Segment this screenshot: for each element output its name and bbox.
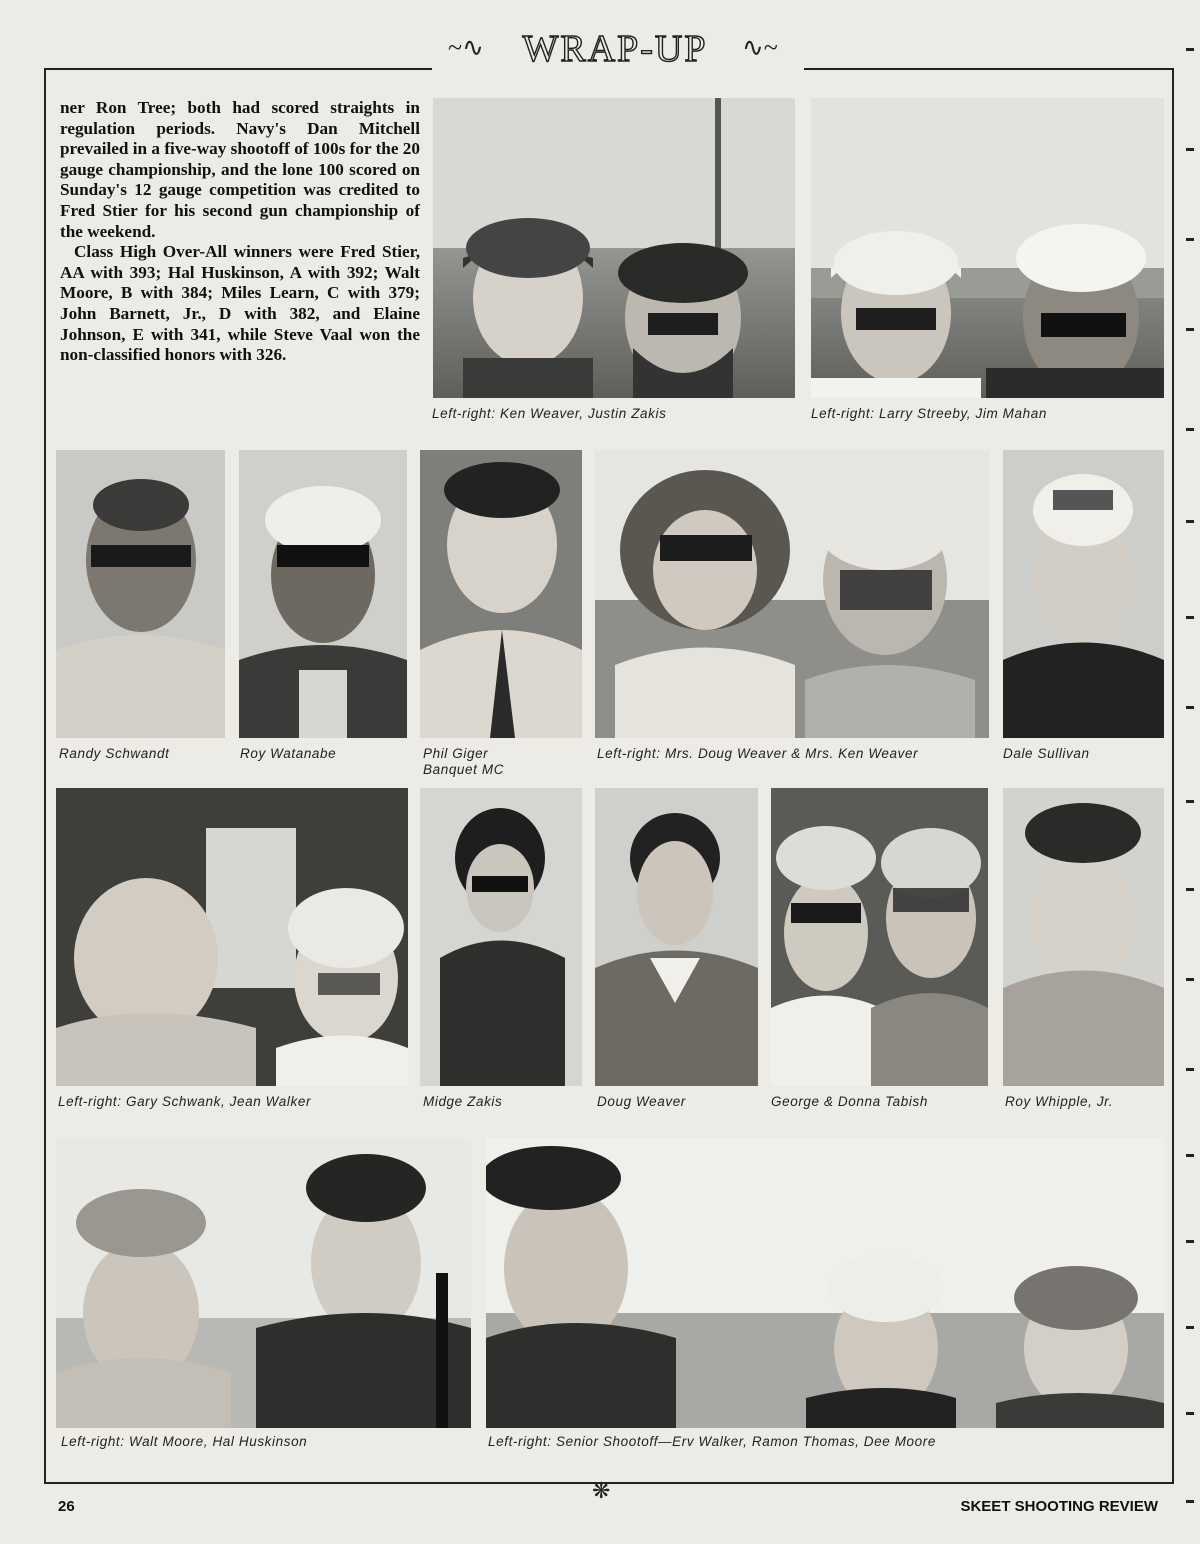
photo-watanabe	[239, 450, 407, 738]
photo-doug-weaver	[595, 788, 758, 1086]
photo-moore-huskinson	[56, 1138, 471, 1428]
caption-sullivan: Dale Sullivan	[1003, 746, 1090, 761]
margin-tick	[1186, 48, 1194, 51]
photo-senior-shootoff	[486, 1138, 1164, 1428]
caption-schwandt: Randy Schwandt	[59, 746, 170, 761]
caption-giger-title: Banquet MC	[423, 762, 505, 777]
publication-name: SKEET SHOOTING REVIEW	[960, 1498, 1158, 1515]
caption-watanabe: Roy Watanabe	[240, 746, 337, 761]
photo-schwandt	[56, 450, 225, 738]
margin-tick	[1186, 238, 1194, 241]
margin-tick	[1186, 148, 1194, 151]
caption-streeby-mahan: Left-right: Larry Streeby, Jim Mahan	[811, 406, 1047, 421]
margin-tick	[1186, 978, 1194, 981]
margin-tick	[1186, 1154, 1194, 1157]
margin-tick	[1186, 1412, 1194, 1415]
margin-tick	[1186, 428, 1194, 431]
margin-tick	[1186, 888, 1194, 891]
margin-tick	[1186, 328, 1194, 331]
section-title: WRAP-UP	[522, 28, 708, 70]
caption-whipple: Roy Whipple, Jr.	[1005, 1094, 1114, 1109]
caption-midge: Midge Zakis	[423, 1094, 503, 1109]
photo-tabish	[771, 788, 988, 1086]
article-paragraph: ner Ron Tree; both had scored straights in regulation periods. Navy's Dan Mitchell prevailed in a five-way shootoff of 100s for the 20 gauge championship, and the lone 100 scored on Sunday's 12 gauge competition was credited to Fred Stier for his second gun championship of the weekend.	[60, 98, 420, 241]
caption-moore-huskinson: Left-right: Walt Moore, Hal Huskinson	[61, 1434, 308, 1449]
caption-weaver-zakis: Left-right: Ken Weaver, Justin Zakis	[432, 406, 667, 421]
photo-weaver-zakis	[433, 98, 795, 398]
caption-tabish: George & Donna Tabish	[771, 1094, 928, 1109]
photo-midge-zakis	[420, 788, 582, 1086]
margin-tick	[1186, 1326, 1194, 1329]
margin-tick	[1186, 616, 1194, 619]
margin-tick	[1186, 520, 1194, 523]
photo-mrs-weaver	[595, 450, 989, 738]
header-swirl-right-icon: ∿~	[742, 33, 778, 62]
caption-senior: Left-right: Senior Shootoff—Erv Walker, Ramon Thomas, Dee Moore	[488, 1434, 936, 1449]
article-body	[60, 98, 420, 366]
caption-giger-name: Phil Giger	[423, 746, 489, 761]
caption-mrs-weaver: Left-right: Mrs. Doug Weaver & Mrs. Ken Weaver	[597, 746, 919, 761]
margin-tick	[1186, 1500, 1194, 1503]
margin-tick	[1186, 800, 1194, 803]
page-number: 26	[58, 1498, 75, 1515]
article-paragraph: Class High Over-All winners were Fred Stier, AA with 393; Hal Huskinson, A with 392; Walt Moore, B with 384; Miles Learn, C with 379; John Barnett, Jr., D with 382, and Elaine Johnson, E with 341, while Steve Vaal won the non-classified honors with 326.	[60, 242, 420, 365]
caption-schwank-walker: Left-right: Gary Schwank, Jean Walker	[58, 1094, 312, 1109]
photo-giger	[420, 450, 582, 738]
footer-fan-ornament-icon: ❋	[592, 1478, 611, 1503]
photo-whipple	[1003, 788, 1164, 1086]
margin-tick	[1186, 706, 1194, 709]
photo-sullivan	[1003, 450, 1164, 738]
photo-schwank-walker	[56, 788, 408, 1086]
margin-tick	[1186, 1068, 1194, 1071]
header-swirl-left-icon: ~∿	[448, 33, 484, 62]
caption-doug: Doug Weaver	[597, 1094, 686, 1109]
photo-streeby-mahan	[811, 98, 1164, 398]
margin-tick	[1186, 1240, 1194, 1243]
